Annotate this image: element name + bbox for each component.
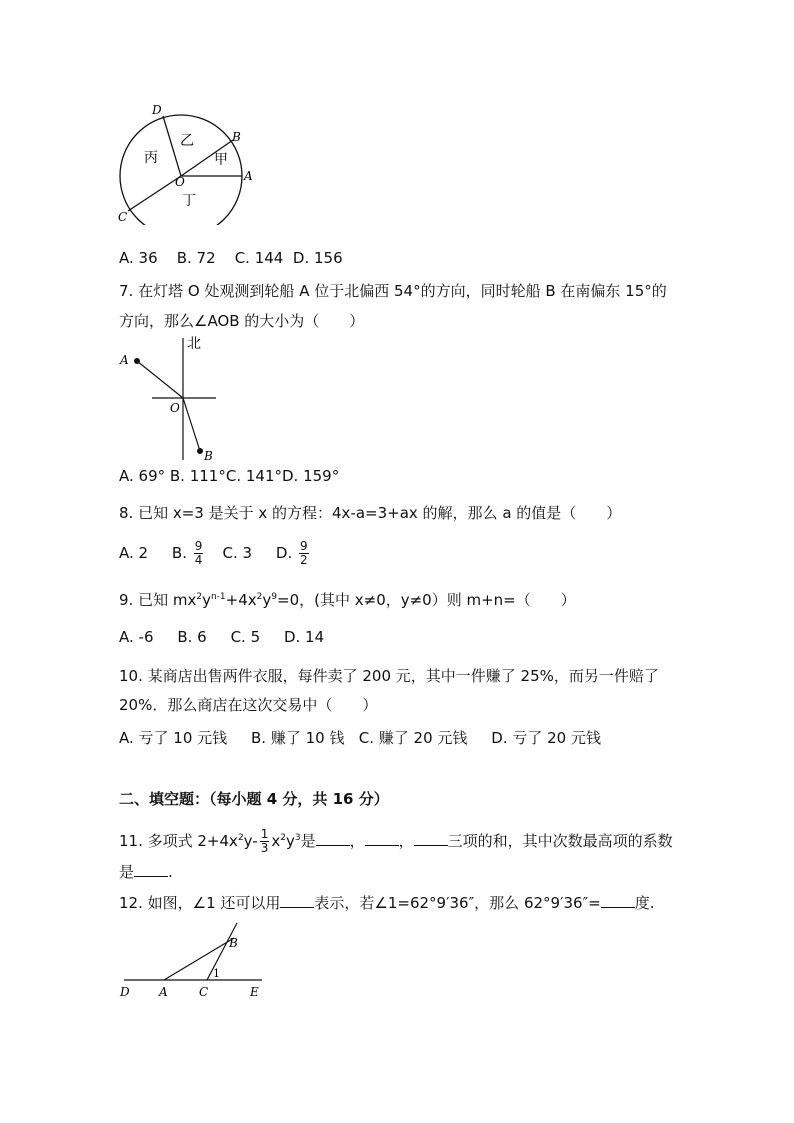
q10-option-d: D. 亏了 20 元钱 xyxy=(491,729,601,747)
q6-option-a: A. 36 xyxy=(119,249,158,267)
q9-option-a: A. -6 xyxy=(119,628,154,646)
label-B: B xyxy=(232,130,241,144)
label-A: A xyxy=(159,985,168,999)
q6-option-d: D. 156 xyxy=(292,249,343,267)
region-ding: 丁 xyxy=(182,193,196,209)
q6-options xyxy=(119,249,343,267)
q8-fraction-b: $\frac{9}{4}$ xyxy=(194,539,203,567)
label-O: O xyxy=(175,175,185,189)
point-B xyxy=(197,448,203,454)
ray-OA xyxy=(137,361,183,398)
q7-options: A. 69° B. 111°C. 141°D. 159° xyxy=(119,467,340,485)
label-D: D xyxy=(152,103,162,117)
q11-blank-2[interactable] xyxy=(365,831,399,846)
q12-blank-2[interactable] xyxy=(601,893,635,908)
region-yi: 乙 xyxy=(180,133,194,149)
q7-line1: 7. 在灯塔 O 处观测到轮船 A 位于北偏西 54°的方向，同时轮船 B 在南偏东 15°的 xyxy=(119,282,667,300)
radius-OC xyxy=(128,176,181,211)
q10-option-a: A. 亏了 10 元钱 xyxy=(119,729,228,747)
q6-option-c: C. 144 xyxy=(234,249,284,267)
q10-option-c: C. 赚了 20 元钱 xyxy=(358,729,468,747)
q12-blank-1[interactable] xyxy=(280,893,314,908)
q10-line1: 10. 某商店出售两件衣服，每件卖了 200 元，其中一件赚了 25%，而另一件赔了 xyxy=(119,667,659,685)
label-E: E xyxy=(250,985,259,999)
q8-option-a: A. 2 xyxy=(119,544,149,562)
q8-options xyxy=(119,538,309,568)
label-C: C xyxy=(118,210,128,224)
radius-OD xyxy=(163,116,181,176)
ray-AB xyxy=(164,938,234,980)
q11-fraction: $\frac{1}{3}$ xyxy=(260,827,269,855)
q8-option-b: B. xyxy=(171,544,187,562)
q10-option-b: B. 赚了 10 钱 xyxy=(251,729,345,747)
section-heading: 二、填空题：（每小题 4 分，共 16 分） xyxy=(119,790,389,808)
ray-OB xyxy=(183,398,200,451)
q8-option-d: D. xyxy=(275,544,293,562)
label-A: A xyxy=(244,169,253,183)
label-D: D xyxy=(120,985,130,999)
q10-options xyxy=(119,727,601,748)
direction-figure xyxy=(112,330,222,465)
label-B: B xyxy=(204,449,213,463)
q8-option-c: C. 3 xyxy=(222,544,253,562)
circle-figure xyxy=(112,100,262,225)
point-A xyxy=(134,358,140,364)
label-B: B xyxy=(229,936,238,950)
q10-line2: 20%．那么商店在这次交易中（ ） xyxy=(119,696,378,714)
q7-line2: 方向，那么∠AOB 的大小为（ ） xyxy=(119,312,365,330)
north-label: 北 xyxy=(187,336,201,352)
region-jia: 甲 xyxy=(214,152,228,168)
q11-line2: 是 . xyxy=(119,863,173,881)
q12-text: 12. 如图，∠1 还可以用 表示，若∠1=62°9′36″，那么 62°9′36″= 度. xyxy=(119,894,655,912)
q11-blank-4[interactable] xyxy=(134,862,168,877)
circle-outline xyxy=(120,115,242,225)
q8-fraction-d: $\frac{9}{2}$ xyxy=(300,539,308,567)
q9-options xyxy=(119,628,324,646)
q9-option-c: C. 5 xyxy=(230,628,261,646)
q8-text: 8. 已知 x=3 是关于 x 的方程：4x-a=3+ax 的解，那么 a 的值是（ ） xyxy=(119,504,622,522)
q11-blank-3[interactable] xyxy=(414,831,448,846)
label-A: A xyxy=(120,353,129,367)
q9-option-b: B. 6 xyxy=(177,628,207,646)
label-1: 1 xyxy=(213,967,220,980)
q11-line1: 11. 多项式 $2+4x^2y-$ $\frac{1}{3}$ $x^2y^3$是 ， ， 三项的和，其中次数最高项的系数 xyxy=(119,827,673,855)
q11-blank-1[interactable] xyxy=(316,831,350,846)
q6-option-b: B. 72 xyxy=(176,249,216,267)
label-O: O xyxy=(170,401,180,415)
angle-figure xyxy=(112,918,272,1003)
q9-text: 9. 已知 $mx^2y^{n-1}+4x^2y^9=0$，(其中 x≠0，y≠0）则 m+n=（ ） xyxy=(119,591,576,609)
region-bing: 丙 xyxy=(144,150,158,166)
label-C: C xyxy=(199,985,209,999)
q9-option-d: D. 14 xyxy=(283,628,325,646)
